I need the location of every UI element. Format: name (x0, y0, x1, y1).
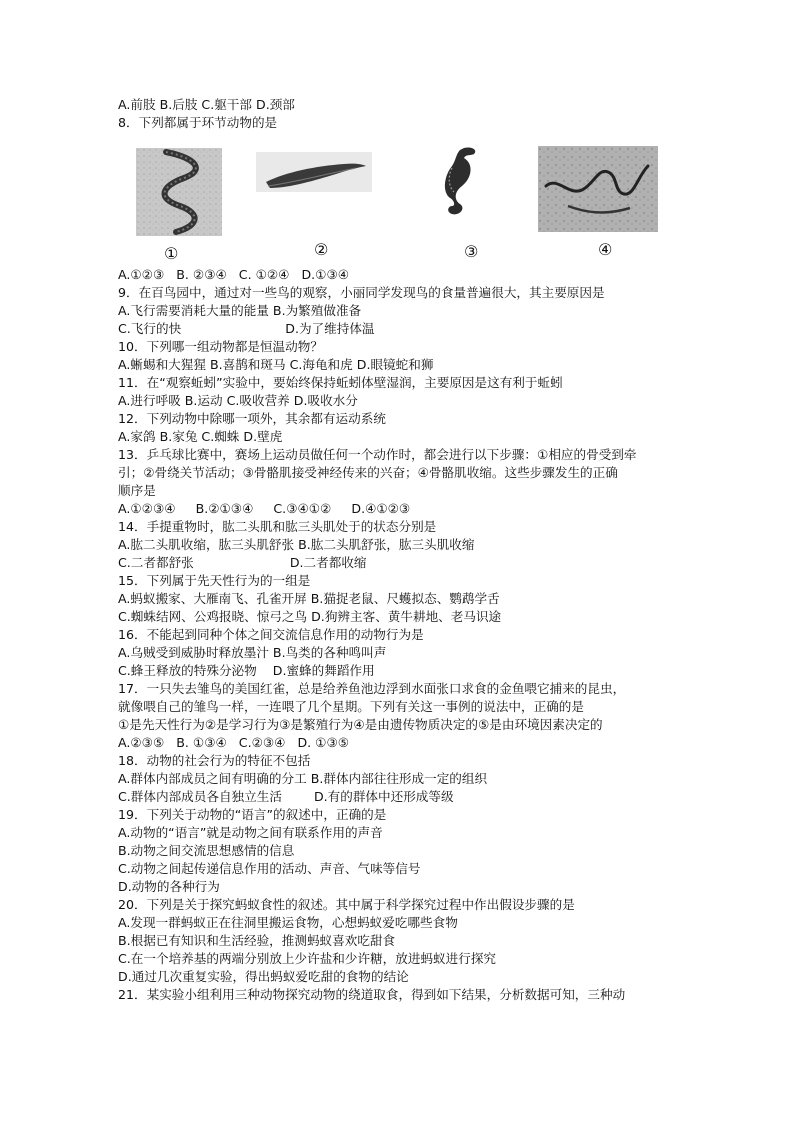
q13-options: A.①②③④ B.②①③④ C.③④①② D.④①②③ (118, 501, 411, 516)
q7-options: A.前肢 B.后肢 C.躯干部 D.颈部 (118, 97, 295, 112)
q17-statements: ①是先天性行为②是学习行为③是繁殖行为④是由遗传物质决定的⑤是由环境因素决定的 (118, 717, 603, 732)
q11-stem: 11．在“观察蚯蚓”实验中，要始终保持蚯蚓体壁湿润，主要原因是这有利于蚯蚓 (118, 375, 563, 390)
q19-stem: 19．下列关于动物的“语言”的叙述中，正确的是 (118, 807, 387, 822)
q9-stem: 9．在百鸟园中，通过对一些鸟的观察，小丽同学发现鸟的食量普遍很大，其主要原因是 (118, 285, 605, 300)
q17-stem-2: 就像喂自己的雏鸟一样，一连喂了几个星期。下列有关这一事例的说法中，正确的是 (118, 699, 584, 714)
q8-figure (118, 142, 678, 264)
q10-options: A.蜥蜴和大猩猩 B.喜鹊和斑马 C.海龟和虎 D.眼镜蛇和狮 (118, 357, 434, 372)
q15-option-ab: A.蚂蚁搬家、大雁南飞、孔雀开屏 B.猫捉老鼠、尺蠖拟态、鹦鹉学舌 (118, 591, 500, 606)
q16-option-cd: C.蜂王释放的特殊分泌物 D.蜜蜂的舞蹈作用 (118, 663, 375, 678)
q15-option-cd: C.蜘蛛结网、公鸡报晓、惊弓之鸟 D.狗辨主客、黄牛耕地、老马识途 (118, 609, 502, 624)
q15-stem: 15．下列属于先天性行为的一组是 (118, 573, 311, 588)
q11-options: A.进行呼吸 B.运动 C.吸收营养 D.吸收水分 (118, 393, 358, 408)
label-4: ④ (598, 240, 613, 259)
q17-options: A.②③⑤ B. ①③④ C.②③④ D. ①③⑤ (118, 735, 350, 750)
q9-option-ab: A.飞行需要消耗大量的能量 B.为繁殖做准备 (118, 303, 362, 318)
q8-options: A.①②③ B. ②③④ C. ①②④ D.①③④ (118, 267, 350, 282)
q16-stem: 16．不能起到同种个体之间交流信息作用的动物行为是 (118, 627, 424, 642)
q16-option-ab: A.乌贼受到威胁时释放墨汁 B.鸟类的各种鸣叫声 (118, 645, 387, 660)
q19-option-c: C.动物之间起传递信息作用的活动、声音、气味等信号 (118, 861, 421, 876)
q19-option-b: B.动物之间交流思想感情的信息 (118, 843, 295, 858)
q12-options: A.家鸽 B.家兔 C.蜘蛛 D.壁虎 (118, 429, 283, 444)
seahorse-photo (430, 142, 482, 222)
label-3: ③ (464, 242, 479, 261)
q17-stem-1: 17．一只失去雏鸟的美国红雀，总是给养鱼池边浮到水面张口求食的金鱼喂它捕来的昆虫， (118, 681, 626, 696)
q10-stem: 10．下列哪一组动物都是恒温动物？ (118, 339, 323, 354)
q20-option-b: B.根据已有知识和生活经验，推测蚂蚁喜欢吃甜食 (118, 933, 396, 948)
q21-stem: 21．某实验小组利用三种动物探究动物的绕道取食，得到如下结果，分析数据可知，三种动 (118, 987, 626, 1002)
q18-option-cd: C.群体内部成员各自独立生活 D.有的群体中还形成等级 (118, 789, 454, 804)
q14-option-cd: C.二者都舒张 D.二者都收缩 (118, 555, 367, 570)
label-2: ② (314, 240, 329, 259)
q12-stem: 12．下列动物中除哪一项外，其余都有运动系统 (118, 411, 386, 426)
q14-option-ab: A.肱二头肌收缩，肱三头肌舒张 B.肱二头肌舒张，肱三头肌收缩 (118, 537, 475, 552)
q19-option-d: D.动物的各种行为 (118, 879, 220, 894)
q8-stem: 8．下列都属于环节动物的是 (118, 115, 278, 130)
label-1: ① (164, 244, 179, 263)
worm-photo (538, 146, 658, 232)
q18-option-ab: A.群体内部成员之间有明确的分工 B.群体内部往往形成一定的组织 (118, 771, 488, 786)
q13-stem-1: 13．乒乓球比赛中，赛场上运动员做任何一个动作时，都会进行以下步骤：①相应的骨受到牵 (118, 447, 637, 462)
q14-stem: 14．手提重物时，肱二头肌和肱三头肌处于的状态分别是 (118, 519, 437, 534)
q20-stem: 20．下列是关于探究蚂蚁食性的叙述。其中属于科学探究过程中作出假设步骤的是 (118, 897, 575, 912)
q20-option-c: C.在一个培养基的两端分别放上少许盐和少许糖，放进蚂蚁进行探究 (118, 951, 497, 966)
q20-option-d: D.通过几次重复实验，得出蚂蚁爱吃甜的食物的结论 (118, 969, 409, 984)
q19-option-a: A.动物的“语言”就是动物之间有联系作用的声音 (118, 825, 383, 840)
q13-stem-3: 顺序是 (118, 483, 156, 498)
q18-stem: 18．动物的社会行为的特征不包括 (118, 753, 311, 768)
earthworm-photo (136, 148, 222, 236)
q9-option-cd: C.飞行的快 D.为了维持体温 (118, 321, 375, 336)
q20-option-a: A.发现一群蚂蚁正在往洞里搬运食物，心想蚂蚁爱吃哪些食物 (118, 915, 458, 930)
eel-photo (256, 152, 372, 192)
q13-stem-2: 引；②骨绕关节活动；③骨骼肌接受神经传来的兴奋；④骨骼肌收缩。这些步骤发生的正确 (118, 465, 618, 480)
